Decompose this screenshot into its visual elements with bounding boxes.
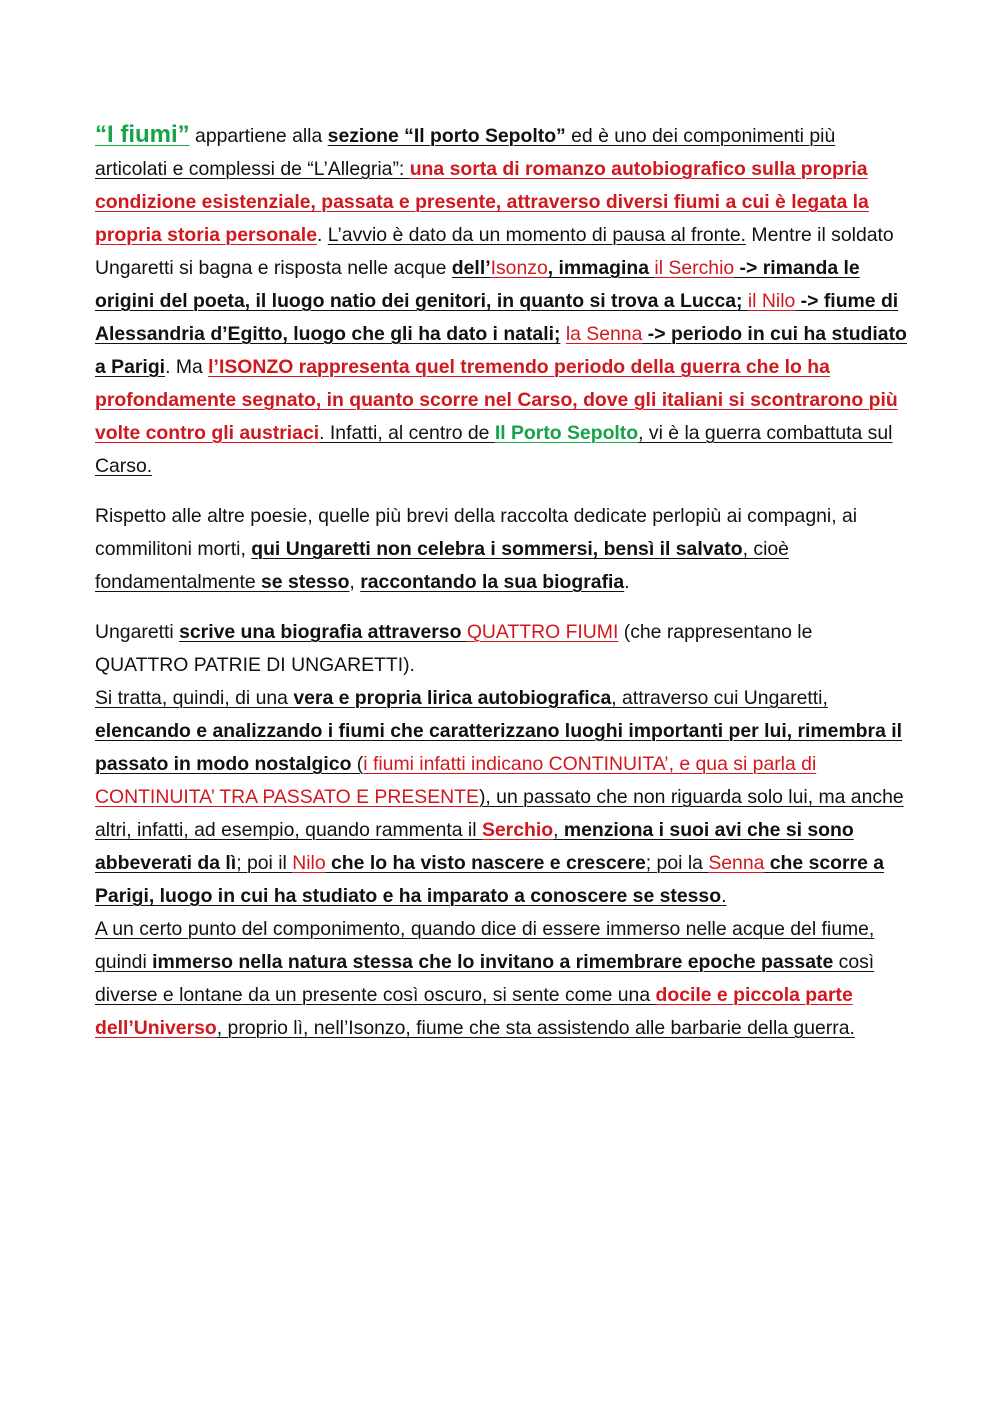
text-span: l’ISONZO rappresenta quel tremendo periodo della guerra che lo ha profondamente segnato, in quanto scorre nel Carso, dove gli italiani si scontrarono più volte contro gli austriaci: [95, 356, 898, 444]
paragraph-autobiography: [95, 682, 907, 913]
text-span: Mentre il soldato Ungaretti si bagna e risposta nelle acque: [95, 224, 894, 279]
text-span: ,: [553, 819, 564, 841]
text-span: dell’: [451, 257, 491, 279]
text-span: ; poi la: [645, 852, 709, 874]
text-span: menziona i suoi avi che si sono abbeverati da lì: [95, 819, 854, 874]
text-span: ), un passato che non riguarda solo lui, ma anche altri, infatti, ad esempio, quando rammenta il: [95, 786, 904, 841]
text-span: appartiene alla: [189, 125, 328, 147]
text-span: Nilo: [292, 852, 326, 874]
text-span: , proprio lì, nell’Isonzo, fiume che sta assistendo alle barbarie della guerra.: [216, 1017, 855, 1039]
text-span: Isonzo: [490, 257, 548, 279]
text-span: .: [316, 224, 328, 246]
paragraph-four-rivers: [95, 616, 907, 682]
text-span: qui Ungaretti non celebra i sommersi, bensì il salvato: [251, 538, 743, 560]
text-span: , cioè fondamentalmente: [95, 538, 789, 593]
text-span: Il Porto Sepolto: [494, 422, 639, 444]
text-span: se stesso: [261, 571, 350, 593]
paragraph-intro: [95, 118, 907, 483]
text-span: una sorta di romanzo autobiografico sulla propria condizione esistenziale, passata e presente, attraverso diversi fiumi a cui è legata la propria storia personale: [95, 158, 869, 246]
text-span: Rispetto alle altre poesie, quelle più brevi della raccolta dedicate perlopiù ai compagni, ai commilitoni morti,: [95, 505, 858, 560]
text-span: vera e propria lirica autobiografica: [293, 687, 612, 709]
text-span: ,: [349, 571, 361, 593]
text-span: la Senna: [565, 323, 643, 345]
text-span: -> rimanda le origini del poeta, il luogo natio dei genitori, in quanto si trova a Lucca;: [95, 257, 860, 312]
document-body: [95, 118, 907, 1045]
text-span: così diverse e lontane da un presente così oscuro, si sente come una: [95, 951, 875, 1006]
text-span: A un certo punto del componimento, quando dice di essere immerso nelle acque del fiume, quindi: [95, 918, 875, 973]
text-span: , attraverso cui Ungaretti,: [611, 687, 828, 709]
text-span: .: [721, 885, 727, 907]
text-span: ed è uno dei componimenti più articolati e complessi de “L’Allegria”:: [95, 125, 836, 180]
text-span: , vi è la guerra combattuta sul Carso.: [95, 422, 893, 477]
text-span: il Serchio: [654, 257, 735, 279]
text-span: il Nilo: [747, 290, 796, 312]
poem-title: “I fiumi”: [95, 121, 190, 148]
text-span: -> fiume di Alessandria d’Egitto, luogo che gli ha dato i natali;: [95, 290, 899, 345]
text-span: i fiumi infatti indicano CONTINUITA’, e qua si parla di CONTINUITA’ TRA PASSATO E PRESENTE: [95, 753, 817, 808]
text-span: che lo ha visto nascere e crescere: [325, 852, 646, 874]
text-span: . Ma: [165, 356, 209, 378]
text-span: -> periodo in cui ha studiato a Parigi: [95, 323, 907, 378]
text-span: Ungaretti: [95, 621, 180, 643]
text-span: QUATTRO FIUMI: [466, 621, 619, 643]
text-span: (che rappresentano le QUATTRO PATRIE DI UNGARETTI).: [95, 621, 813, 676]
paragraph-comparison: [95, 500, 907, 599]
text-span: , immagina: [547, 257, 655, 279]
paragraph-immersion: [95, 913, 907, 1045]
text-span: (: [351, 753, 364, 775]
text-span: elencando e analizzando i fiumi che caratterizzano luoghi importanti per lui, rimembra il passato in modo nostalgico: [95, 720, 903, 775]
text-span: Si tratta, quindi, di una: [95, 687, 294, 709]
text-span: docile e piccola parte dell’Universo: [95, 984, 853, 1039]
text-span: .: [624, 571, 630, 593]
text-span: scrive una biografia attraverso: [179, 621, 467, 643]
text-span: raccontando la sua biografia: [360, 571, 625, 593]
text-span: sezione “Il porto Sepolto”: [327, 125, 566, 147]
text-span: che scorre a Parigi, luogo in cui ha studiato e ha imparato a conoscere se stesso: [95, 852, 885, 907]
text-span: Senna: [708, 852, 765, 874]
text-span: ; poi il: [236, 852, 293, 874]
text-span: Serchio: [481, 819, 554, 841]
text-span: . Infatti, al centro de: [319, 422, 495, 444]
text-span: immerso nella natura stessa che lo invitano a rimembrare epoche passate: [152, 951, 834, 973]
text-span: L’avvio è dato da un momento di pausa al fronte.: [327, 224, 747, 246]
